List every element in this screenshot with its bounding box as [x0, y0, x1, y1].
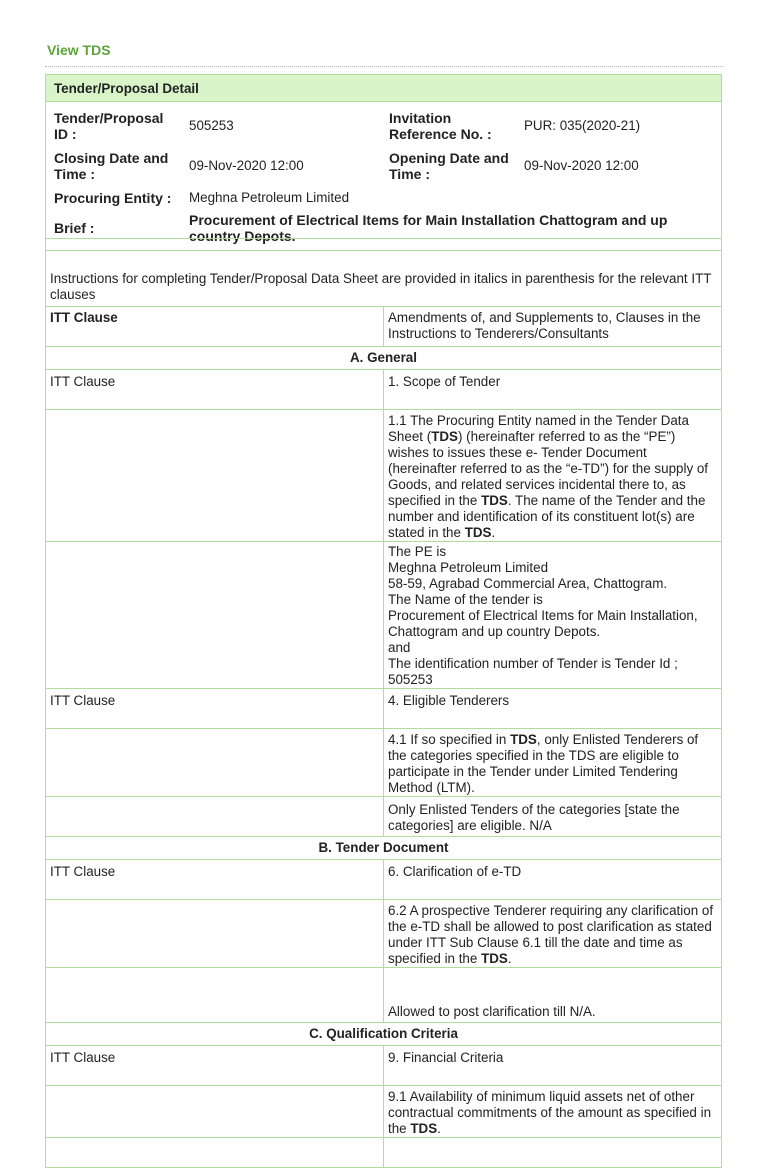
pe-line: 58-59, Agrabad Commercial Area, Chattogram.	[388, 576, 668, 591]
pe-details	[384, 542, 722, 689]
closing-date-label: Closing Date and Time :	[54, 150, 169, 182]
clause-financial-criteria: 9. Financial Criteria	[384, 1046, 722, 1086]
section-b-tender-document: B. Tender Document	[46, 837, 722, 860]
itt-clause-label: ITT Clause	[46, 860, 384, 900]
tender-detail-grid	[46, 102, 721, 250]
itt-clause-label: ITT Clause	[46, 1046, 384, 1086]
pe-line: and	[388, 640, 411, 655]
clause-4-note: Only Enlisted Tenders of the categories [state the categories] are eligible. N/A	[384, 797, 722, 837]
title-divider	[45, 66, 723, 67]
empty-cell	[46, 797, 384, 837]
invitation-ref-value: PUR: 035(2020-21)	[524, 118, 641, 133]
clause-6-note: Allowed to post clarification till N/A.	[384, 968, 722, 1023]
empty-cell	[46, 1138, 384, 1168]
clause-1-1-text: 1.1 The Procuring Entity named in the Tender Data Sheet (TDS) (hereinafter referred to as the “PE”) wishes to issues these e- Tender Document (hereinafter referred to as the “e-TD”) for the supply of Goods, and related services incidental there to, as specified in the TDS. The name of the Tender and the number and identification of its constituent lot(s) are stated in the TDS.	[384, 410, 722, 542]
empty-cell	[46, 542, 384, 689]
brief-value: Procurement of Electrical Items for Main Installation Chattogram and up country Depots.	[189, 212, 668, 244]
clause-4-1-text: 4.1 If so specified in TDS, only Enlisted Tenderers of the categories specified in the TDS are eligible to participate in the Tender under Limited Tendering Method (LTM).	[384, 729, 722, 797]
itt-clause-label: ITT Clause	[46, 370, 384, 410]
itt-clause-header-label: ITT Clause	[46, 307, 384, 347]
procuring-entity-label: Procuring Entity :	[54, 190, 172, 206]
tender-detail-header: Tender/Proposal Detail	[46, 75, 721, 102]
tender-id-value: 505253	[189, 118, 234, 133]
section-c-qualification-criteria: C. Qualification Criteria	[46, 1023, 722, 1046]
empty-cell	[46, 729, 384, 797]
empty-cell	[46, 1086, 384, 1138]
clause-clarification: 6. Clarification of e-TD	[384, 860, 722, 900]
invitation-ref-label: Invitation Reference No. :	[389, 110, 492, 142]
section-a-general: A. General	[46, 347, 722, 370]
empty-cell	[384, 1138, 722, 1168]
pe-line: Procurement of Electrical Items for Main Installation, Chattogram and up country Depots.	[388, 608, 698, 639]
itt-instructions: Instructions for completing Tender/Proposal Data Sheet are provided in italics in parenthesis for the relevant ITT clauses	[46, 239, 722, 307]
tender-id-label: Tender/Proposal ID :	[54, 110, 164, 142]
empty-cell	[46, 410, 384, 542]
pe-line: The Name of the tender is	[388, 592, 543, 607]
brief-label: Brief :	[54, 220, 95, 236]
clause-scope-of-tender: 1. Scope of Tender	[384, 370, 722, 410]
itt-clause-label: ITT Clause	[46, 689, 384, 729]
clause-6-2-text: 6.2 A prospective Tenderer requiring any clarification of the e-TD shall be allowed to post clarification as stated under ITT Sub Clause 6.1 till the date and time as specified in the TDS.	[384, 900, 722, 968]
page-title: View TDS	[47, 42, 111, 58]
itt-header-text: Amendments of, and Supplements to, Clauses in the Instructions to Tenderers/Consultants	[384, 307, 722, 347]
empty-cell	[46, 900, 384, 968]
clause-9-1-text: 9.1 Availability of minimum liquid assets net of other contractual commitments of the amount as specified in the TDS.	[384, 1086, 722, 1138]
procuring-entity-value: Meghna Petroleum Limited	[189, 190, 350, 205]
opening-date-value: 09-Nov-2020 12:00	[524, 158, 639, 173]
closing-date-value: 09-Nov-2020 12:00	[189, 158, 304, 173]
itt-clauses-table	[45, 238, 722, 1168]
pe-line: The identification number of Tender is Tender Id ; 505253	[388, 656, 678, 687]
pe-line: Meghna Petroleum Limited	[388, 560, 549, 575]
clause-eligible-tenderers: 4. Eligible Tenderers	[384, 689, 722, 729]
empty-cell	[46, 968, 384, 1023]
pe-line: The PE is	[388, 544, 447, 559]
tender-detail-panel	[45, 74, 722, 251]
opening-date-label: Opening Date and Time :	[389, 150, 509, 182]
